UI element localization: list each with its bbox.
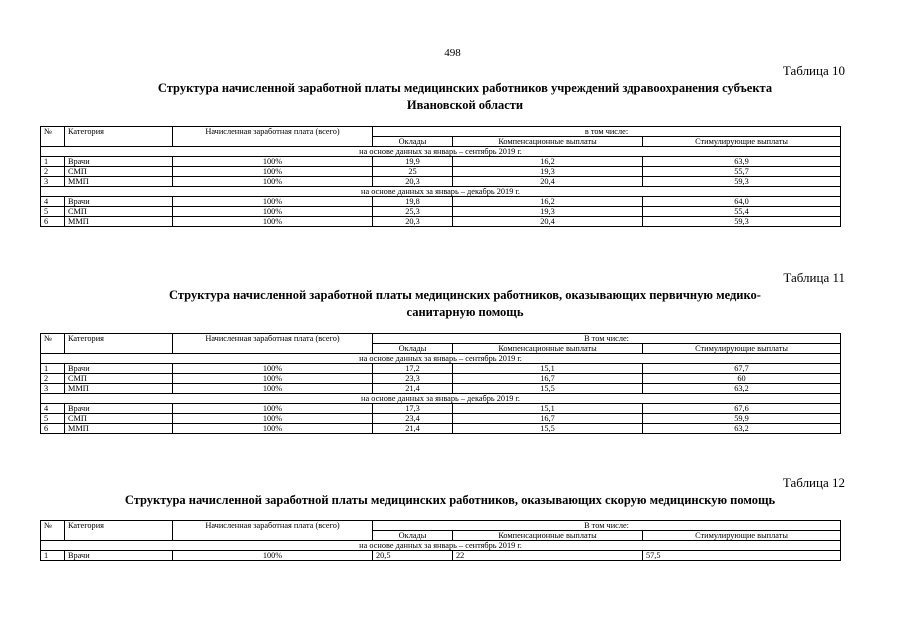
section-row	[41, 354, 841, 364]
col-header-stimulating: Стимулирующие выплаты	[643, 137, 841, 147]
row-salary: 25	[373, 167, 453, 177]
col-header-num: №	[41, 334, 65, 354]
row-category: Врачи	[65, 551, 173, 561]
row-category: Врачи	[65, 197, 173, 207]
row-number: 6	[41, 217, 65, 227]
row-stimulating: 59,3	[643, 217, 841, 227]
row-category: СМП	[65, 207, 173, 217]
row-compensation: 16,2	[453, 197, 643, 207]
row-salary: 20,5	[373, 551, 453, 561]
col-header-total: Начисленная заработная плата (всего)	[173, 521, 373, 541]
row-number: 1	[41, 551, 65, 561]
table-title-line: Структура начисленной заработной платы медицинских работников учреждений здравоохранения субъекта	[157, 81, 773, 95]
section-row	[41, 147, 841, 157]
col-header-category: Категория	[65, 521, 173, 541]
row-category: СМП	[65, 414, 173, 424]
table-title	[40, 492, 860, 509]
row-number: 6	[41, 424, 65, 434]
row-category: Врачи	[65, 364, 173, 374]
col-header-category: Категория	[65, 334, 173, 354]
row-salary: 21,4	[373, 424, 453, 434]
row-category: Врачи	[65, 404, 173, 414]
row-salary: 17,2	[373, 364, 453, 374]
row-number: 4	[41, 404, 65, 414]
header-row	[41, 334, 841, 344]
row-number: 1	[41, 157, 65, 167]
row-compensation: 22	[453, 551, 643, 561]
table-row	[41, 217, 841, 227]
row-salary: 17,3	[373, 404, 453, 414]
row-category: СМП	[65, 374, 173, 384]
table-title-line: санитарную помощь	[406, 305, 524, 319]
table-row	[41, 177, 841, 187]
col-header-compensation: Компенсационные выплаты	[453, 344, 643, 354]
row-compensation: 16,7	[453, 374, 643, 384]
row-salary: 21,4	[373, 384, 453, 394]
row-category: ММП	[65, 177, 173, 187]
row-category: ММП	[65, 384, 173, 394]
row-total: 100%	[173, 424, 373, 434]
header-row	[41, 521, 841, 531]
row-compensation: 15,1	[453, 364, 643, 374]
table-title	[70, 287, 860, 321]
table-row	[41, 404, 841, 414]
row-number: 5	[41, 207, 65, 217]
table-row	[41, 551, 841, 561]
col-header-including: В том числе:	[373, 521, 841, 531]
row-stimulating: 64,0	[643, 197, 841, 207]
row-salary: 20,3	[373, 217, 453, 227]
section-row	[41, 541, 841, 551]
row-category: Врачи	[65, 157, 173, 167]
col-header-num: №	[41, 521, 65, 541]
row-category: СМП	[65, 167, 173, 177]
table-title-line: Структура начисленной заработной платы медицинских работников, оказывающих скорую медицинскую помощь	[124, 493, 776, 507]
col-header-including: В том числе:	[373, 334, 841, 344]
row-compensation: 20,4	[453, 217, 643, 227]
row-salary: 25,3	[373, 207, 453, 217]
row-compensation: 19,3	[453, 207, 643, 217]
section-label: на основе данных за январь – декабрь 2019 г.	[41, 394, 841, 404]
section-label: на основе данных за январь – сентябрь 2019 г.	[41, 354, 841, 364]
section-label: на основе данных за январь – сентябрь 2019 г.	[41, 541, 841, 551]
col-header-salary: Оклады	[373, 531, 453, 541]
row-total: 100%	[173, 384, 373, 394]
section-row	[41, 187, 841, 197]
col-header-salary: Оклады	[373, 344, 453, 354]
row-stimulating: 55,4	[643, 207, 841, 217]
col-header-stimulating: Стимулирующие выплаты	[643, 344, 841, 354]
row-compensation: 16,2	[453, 157, 643, 167]
row-compensation: 15,5	[453, 424, 643, 434]
row-stimulating: 55,7	[643, 167, 841, 177]
data-table	[40, 126, 841, 227]
table-row	[41, 364, 841, 374]
row-salary: 19,9	[373, 157, 453, 167]
table-row	[41, 197, 841, 207]
row-number: 4	[41, 197, 65, 207]
row-salary: 23,4	[373, 414, 453, 424]
row-stimulating: 63,9	[643, 157, 841, 167]
table-label: Таблица 10	[782, 63, 845, 78]
table-title-line: Ивановской области	[406, 98, 524, 112]
table-row	[41, 384, 841, 394]
table-row	[41, 374, 841, 384]
row-compensation: 16,7	[453, 414, 643, 424]
row-stimulating: 57,5	[643, 551, 841, 561]
data-table	[40, 520, 841, 561]
row-number: 1	[41, 364, 65, 374]
section-label: на основе данных за январь – сентябрь 2019 г.	[41, 147, 841, 157]
row-number: 3	[41, 384, 65, 394]
row-stimulating: 60	[643, 374, 841, 384]
col-header-salary: Оклады	[373, 137, 453, 147]
table-title-line: Структура начисленной заработной платы медицинских работников, оказывающих первичную медико-	[169, 288, 761, 302]
row-total: 100%	[173, 551, 373, 561]
page-number: 498	[444, 47, 461, 59]
col-header-total: Начисленная заработная плата (всего)	[173, 127, 373, 147]
col-header-compensation: Компенсационные выплаты	[453, 531, 643, 541]
row-number: 3	[41, 177, 65, 187]
col-header-num: №	[41, 127, 65, 147]
row-total: 100%	[173, 207, 373, 217]
row-compensation: 19,3	[453, 167, 643, 177]
row-category: ММП	[65, 424, 173, 434]
row-stimulating: 59,3	[643, 177, 841, 187]
col-header-compensation: Компенсационные выплаты	[453, 137, 643, 147]
row-total: 100%	[173, 404, 373, 414]
row-stimulating: 63,2	[643, 384, 841, 394]
col-header-including: в том числе:	[373, 127, 841, 137]
row-number: 2	[41, 374, 65, 384]
col-header-total: Начисленная заработная плата (всего)	[173, 334, 373, 354]
row-total: 100%	[173, 157, 373, 167]
col-header-stimulating: Стимулирующие выплаты	[643, 531, 841, 541]
col-header-category: Категория	[65, 127, 173, 147]
section-row	[41, 394, 841, 404]
table-row	[41, 157, 841, 167]
row-total: 100%	[173, 364, 373, 374]
row-number: 2	[41, 167, 65, 177]
section-label: на основе данных за январь – декабрь 2019 г.	[41, 187, 841, 197]
table-row	[41, 414, 841, 424]
row-category: ММП	[65, 217, 173, 227]
row-stimulating: 63,2	[643, 424, 841, 434]
row-number: 5	[41, 414, 65, 424]
table-row	[41, 424, 841, 434]
row-salary: 23,3	[373, 374, 453, 384]
row-total: 100%	[173, 374, 373, 384]
row-total: 100%	[173, 414, 373, 424]
table-row	[41, 167, 841, 177]
row-salary: 19,8	[373, 197, 453, 207]
row-total: 100%	[173, 197, 373, 207]
row-stimulating: 59,9	[643, 414, 841, 424]
table-title	[70, 80, 860, 114]
data-table	[40, 333, 841, 434]
row-total: 100%	[173, 217, 373, 227]
row-stimulating: 67,6	[643, 404, 841, 414]
row-salary: 20,3	[373, 177, 453, 187]
row-total: 100%	[173, 177, 373, 187]
row-compensation: 20,4	[453, 177, 643, 187]
table-label: Таблица 12	[782, 475, 845, 490]
table-row	[41, 207, 841, 217]
row-stimulating: 67,7	[643, 364, 841, 374]
row-compensation: 15,5	[453, 384, 643, 394]
table-label: Таблица 11	[783, 270, 845, 285]
row-compensation: 15,1	[453, 404, 643, 414]
header-row	[41, 127, 841, 137]
row-total: 100%	[173, 167, 373, 177]
